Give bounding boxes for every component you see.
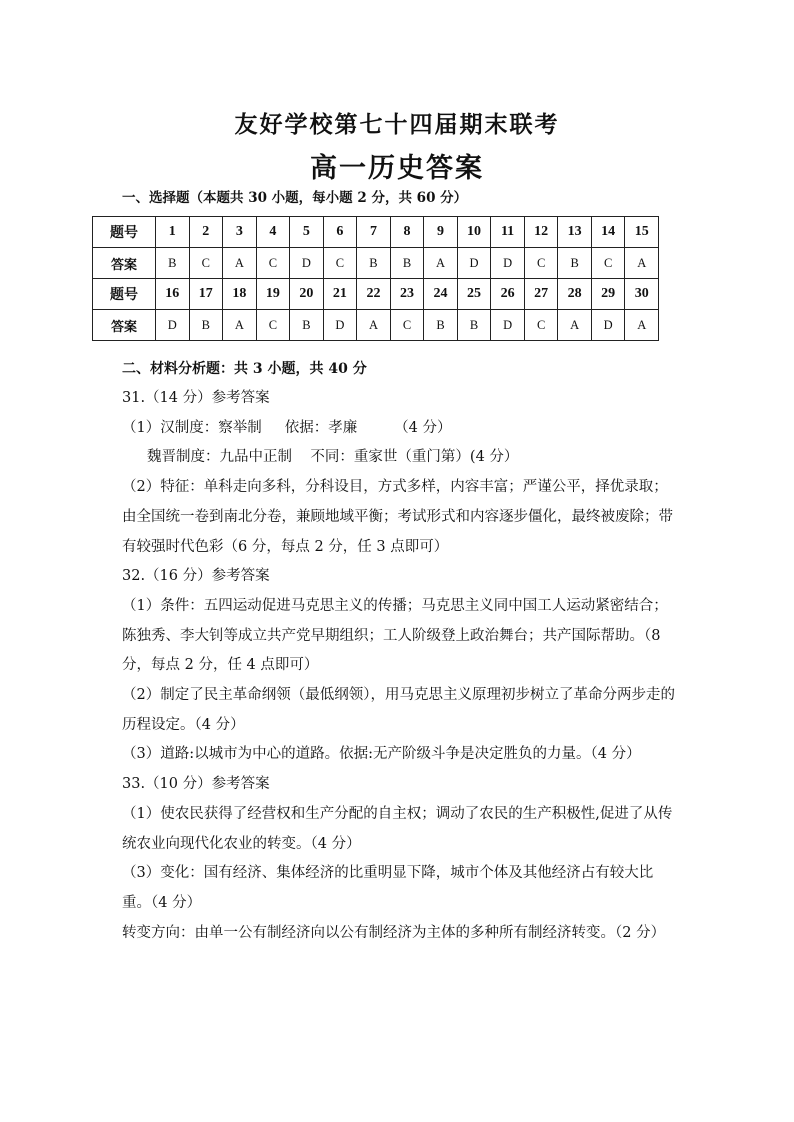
answer-cell: B [424, 310, 458, 341]
answer-cell: B [189, 310, 223, 341]
answer-cell: D [491, 310, 525, 341]
question-number: 8 [390, 217, 424, 248]
q33-direction: 转变方向：由单一公有制经济向以公有制经济为主体的多种所有制经济转变。（2 分） [122, 924, 666, 941]
question-number: 15 [625, 217, 659, 248]
question-number: 25 [457, 279, 491, 310]
question-number: 28 [558, 279, 592, 310]
question-number: 11 [491, 217, 525, 248]
q32-heading: 32.（16 分）参考答案 [122, 568, 270, 585]
question-number: 9 [424, 217, 458, 248]
question-number: 14 [591, 217, 625, 248]
answer-cell: A [625, 310, 659, 341]
row-label-answer: 答案 [93, 310, 156, 341]
answer-cell: D [156, 310, 190, 341]
q31-part1-line1: （1）汉制度：察举制 依据：孝廉 （4 分） [122, 419, 452, 436]
answer-table [92, 216, 659, 341]
answer-cell: A [558, 310, 592, 341]
question-number: 27 [524, 279, 558, 310]
answer-cell: B [457, 310, 491, 341]
answer-cell: A [625, 248, 659, 279]
answer-body [122, 384, 677, 948]
answer-cell: D [323, 310, 357, 341]
question-number: 2 [189, 217, 223, 248]
answer-cell: B [357, 248, 391, 279]
q33-heading: 33.（10 分）参考答案 [122, 776, 270, 793]
answer-cell: A [357, 310, 391, 341]
question-number: 21 [323, 279, 357, 310]
question-number: 13 [558, 217, 592, 248]
question-number: 18 [223, 279, 257, 310]
answer-cell: A [223, 310, 257, 341]
q32-part2: （2）制定了民主革命纲领（最低纲领），用马克思主义原理初步树立了革命分两步走的历程设定。（4 分） [122, 687, 675, 733]
table-row-answers-1 [93, 248, 659, 279]
school-exam-title: 友好学校第七十四届期末联考 [234, 111, 560, 138]
row-label-number: 题号 [93, 217, 156, 248]
question-number: 26 [491, 279, 525, 310]
question-number: 7 [357, 217, 391, 248]
answer-cell: A [424, 248, 458, 279]
table-row-numbers-2 [93, 279, 659, 310]
question-number: 16 [156, 279, 190, 310]
row-label-answer: 答案 [93, 248, 156, 279]
question-number: 23 [390, 279, 424, 310]
question-number: 1 [156, 217, 190, 248]
answer-cell: B [156, 248, 190, 279]
question-number: 20 [290, 279, 324, 310]
answer-cell: C [323, 248, 357, 279]
q31-part1-line2: 魏晋制度：九品中正制 不同：重家世（重门第）(4 分） [147, 449, 519, 466]
q31-heading: 31.（14 分）参考答案 [122, 390, 270, 406]
section2-heading: 二、材料分析题：共 3 小题，共 40 分 [122, 361, 367, 377]
q32-part3: （3）道路:以城市为中心的道路。依据:无产阶级斗争是决定胜负的力量。（4 分） [122, 746, 641, 763]
answer-cell: A [223, 248, 257, 279]
question-number: 12 [524, 217, 558, 248]
answer-cell: C [256, 310, 290, 341]
question-number: 5 [290, 217, 324, 248]
answer-cell: C [390, 310, 424, 341]
table-row-numbers-1 [93, 217, 659, 248]
question-number: 3 [223, 217, 257, 248]
answer-cell: D [290, 248, 324, 279]
answer-cell: B [558, 248, 592, 279]
answer-cell: B [390, 248, 424, 279]
subject-answer-title: 高一历史答案 [310, 153, 484, 184]
q33-part3: （3）变化：国有经济、集体经济的比重明显下降，城市个体及其他经济占有较大比重。（4 分） [122, 865, 654, 911]
question-number: 19 [256, 279, 290, 310]
answer-cell: C [524, 248, 558, 279]
answer-cell: C [591, 248, 625, 279]
question-number: 24 [424, 279, 458, 310]
answer-cell: D [491, 248, 525, 279]
answer-cell: D [591, 310, 625, 341]
row-label-number: 题号 [93, 279, 156, 310]
question-number: 4 [256, 217, 290, 248]
section1-heading: 一、选择题（本题共 30 小题，每小题 2 分，共 60 分） [122, 190, 468, 206]
question-number: 6 [323, 217, 357, 248]
q31-part2: （2）特征：单科走向多科，分科设目，方式多样，内容丰富；严谨公平，择优录取；由全国统一卷到南北分卷，兼顾地域平衡；考试形式和内容逐步僵化，最终被废除；带有较强时代色彩（6 分，每点 2 分，任 3 点即可） [122, 479, 673, 555]
question-number: 29 [591, 279, 625, 310]
q32-part1: （1）条件：五四运动促进马克思主义的传播；马克思主义同中国工人运动紧密结合；陈独秀、李大钊等成立共产党早期组织；工人阶级登上政治舞台；共产国际帮助。（8 分，每点 2 分，任 4 点即可） [122, 597, 668, 674]
question-number: 30 [625, 279, 659, 310]
question-number: 22 [357, 279, 391, 310]
table-row-answers-2 [93, 310, 659, 341]
q33-part1: （1）使农民获得了经营权和生产分配的自主权；调动了农民的生产积极性,促进了从传统农业向现代化农业的转变。（4 分） [122, 805, 673, 852]
answer-cell: C [524, 310, 558, 341]
question-number: 17 [189, 279, 223, 310]
answer-cell: C [256, 248, 290, 279]
answer-cell: B [290, 310, 324, 341]
question-number: 10 [457, 217, 491, 248]
answer-cell: C [189, 248, 223, 279]
answer-cell: D [457, 248, 491, 279]
